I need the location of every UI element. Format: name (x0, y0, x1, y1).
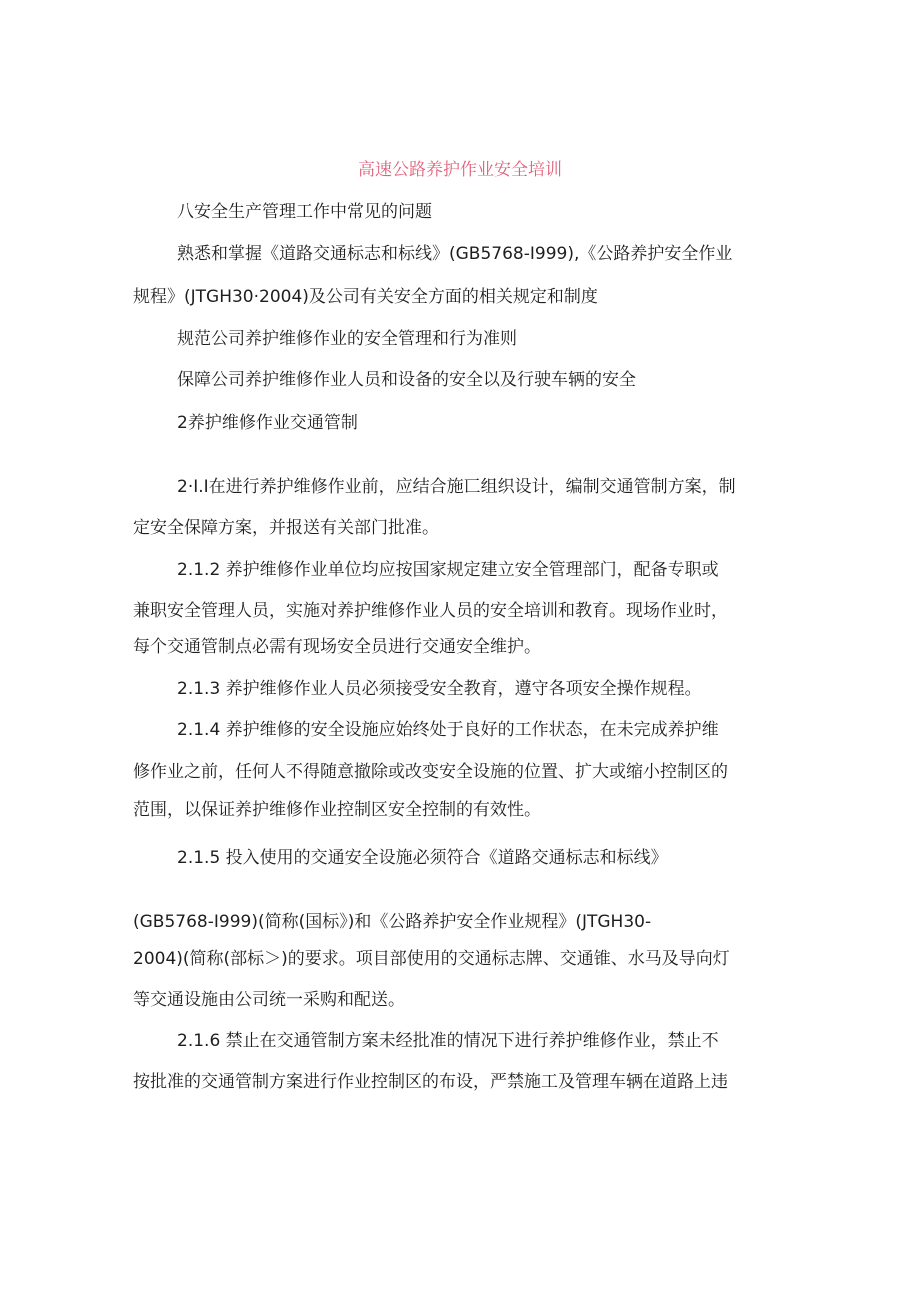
paragraph-line: 熟悉和掌握《道路交通标志和标线》(GB5768-I999),《公路养护安全作业 (177, 244, 733, 264)
paragraph-line: 2.1.6 禁止在交通管制方案未经批准的情况下进行养护维修作业，禁止不 (177, 1031, 719, 1051)
paragraph-line: (GB5768-I999)(简称(国标》)和《公路养护安全作业规程》(JTGH30- (133, 912, 652, 932)
paragraph-line: 保障公司养护维修作业人员和设备的安全以及行驶车辆的安全 (177, 370, 636, 390)
paragraph-line: 修作业之前，任何人不得随意撤除或改变安全设施的位置、扩大或缩小控制区的 (133, 762, 728, 782)
paragraph-line: 兼职安全管理人员，实施对养护维修作业人员的安全培训和教育。现场作业时， (133, 601, 728, 621)
paragraph-line: 2.1.2 养护维修作业单位均应按国家规定建立安全管理部门，配备专职或 (177, 560, 719, 580)
paragraph-line: 范围，以保证养护维修作业控制区安全控制的有效性。 (133, 800, 541, 820)
paragraph-line: 按批准的交通管制方案进行作业控制区的布设，严禁施工及管理车辆在道路上违 (133, 1072, 728, 1092)
section-heading: 八安全生产管理工作中常见的问题 (177, 202, 432, 222)
paragraph-line: 规程》(JTGH30·2004)及公司有关安全方面的相关规定和制度 (133, 287, 598, 307)
paragraph-line: 等交通设施由公司统一采购和配送。 (133, 990, 405, 1010)
paragraph-line: 每个交通管制点必需有现场安全员进行交通安全维护。 (133, 637, 541, 657)
paragraph-line: 2·I.I在进行养护维修作业前，应结合施匸组织设计，编制交通管制方案，制 (177, 477, 736, 497)
paragraph-line: 2004)(简称(部标＞)的要求。项目部使用的交通标志牌、交通锥、水马及导向灯 (133, 949, 730, 969)
paragraph-line: 2.1.4 养护维修的安全设施应始终处于良好的工作状态，在未完成养护维 (177, 720, 719, 740)
section-heading: 2养护维修作业交通管制 (177, 413, 358, 433)
paragraph-line: 定安全保障方案，并报送有关部门批准。 (133, 518, 439, 538)
paragraph-line: 规范公司养护维修作业的安全管理和行为准则 (177, 329, 517, 349)
paragraph-line: 2.1.3 养护维修作业人员必须接受安全教育，遵守各项安全操作规程。 (177, 679, 702, 699)
document-title: 高速公路养护作业安全培训 (358, 160, 562, 180)
paragraph-line: 2.1.5 投入使用的交通安全设施必须符合《道路交通标志和标线》 (177, 848, 668, 868)
